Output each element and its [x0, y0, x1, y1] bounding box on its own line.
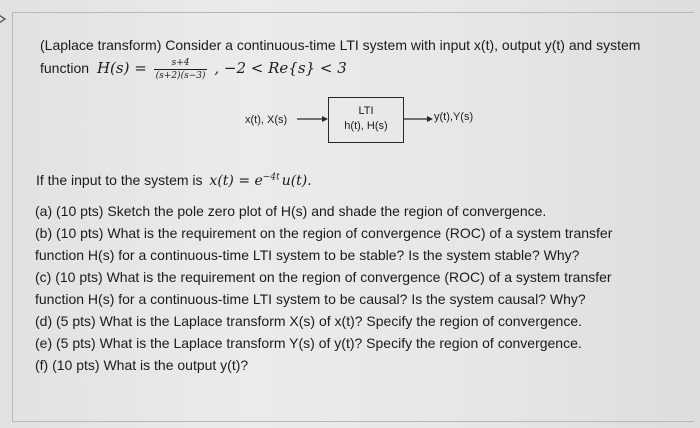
input-signal-rhs: u(t). — [281, 173, 312, 189]
input-statement — [36, 171, 312, 190]
block-subtitle: h(t), H(s) — [344, 120, 388, 132]
fraction-denominator: (s+2)(s−3) — [155, 71, 206, 81]
transfer-function-fraction — [154, 58, 208, 81]
input-arrow-icon — [297, 114, 329, 124]
question-f: (f) (10 pts) What is the output y(t)? — [35, 357, 249, 373]
function-word: function — [40, 60, 90, 77]
input-signal-lhs: x(t) = e — [209, 173, 263, 189]
question-e: (e) (5 pts) What is the Laplace transform Y(s) of y(t)? Specify the region of convergence. — [35, 335, 582, 351]
block-title: LTI — [358, 105, 374, 117]
input-statement-prefix: If the input to the system is — [36, 172, 203, 188]
diagram-input-label: x(t), X(s) — [245, 114, 288, 126]
lti-system-block — [328, 97, 404, 143]
transfer-function-line — [40, 58, 347, 81]
fraction-numerator: s+4 — [154, 58, 208, 70]
corner-arrow-icon — [0, 14, 8, 24]
question-c-continued: function H(s) for a continuous-time LTI system to be causal? Is the system causal? Why? — [35, 291, 586, 307]
question-c: (c) (10 pts) What is the requirement on the region of convergence (ROC) of a system transfer — [35, 269, 612, 285]
question-a: (a) (10 pts) Sketch the pole zero plot of H(s) and shade the region of convergence. — [35, 203, 547, 219]
diagram-output-label: y(t),Y(s) — [434, 111, 474, 123]
transfer-function-lhs: H(s) = — [96, 59, 147, 78]
region-of-convergence: , −2 < Re{s} < 3 — [214, 59, 347, 78]
output-arrow-icon — [404, 114, 434, 124]
question-b-continued: function H(s) for a continuous-time LTI system to be stable? Is the system stable? Why? — [35, 247, 580, 263]
question-b: (b) (10 pts) What is the requirement on the region of convergence (ROC) of a system transfer — [35, 225, 613, 241]
input-signal-exponent: −4t — [262, 172, 280, 183]
question-d: (d) (5 pts) What is the Laplace transform X(s) of x(t)? Specify the region of convergence. — [35, 313, 583, 329]
problem-intro-line: (Laplace transform) Consider a continuous-time LTI system with input x(t), output y(t) and system — [40, 37, 641, 53]
